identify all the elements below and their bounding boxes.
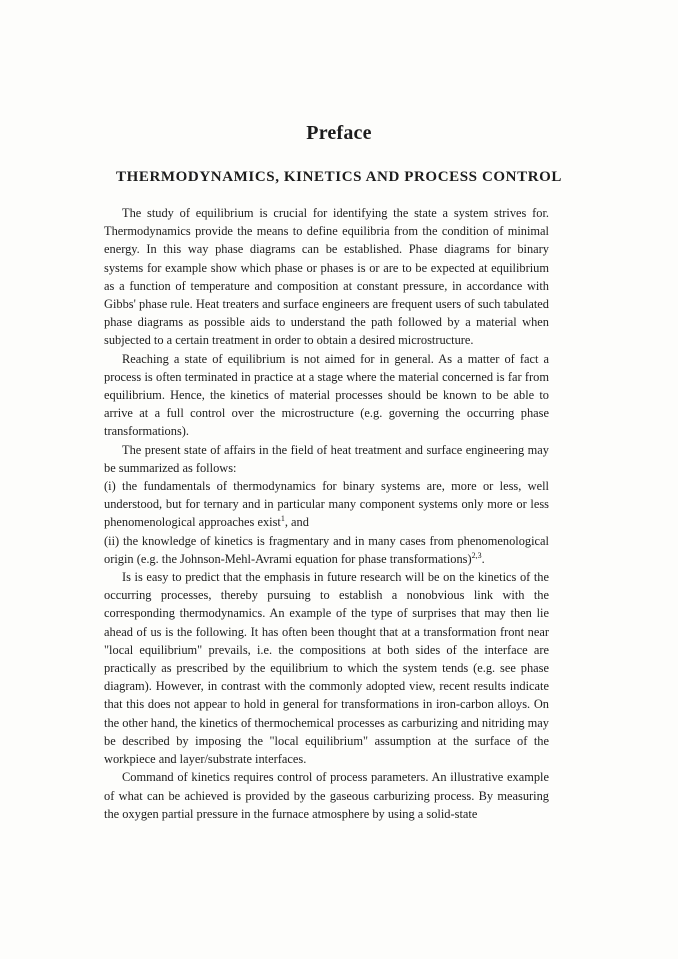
list-item-text: (ii) the knowledge of kinetics is fragmentary and in many cases from phenomenological origin (e.g. the Johnson-Mehl-Avrami equation for phase transformations) — [104, 533, 549, 566]
page-title: Preface — [306, 122, 372, 144]
list-item — [104, 532, 549, 568]
section-heading: THERMODYNAMICS, KINETICS AND PROCESS CONTROL — [115, 169, 563, 185]
paragraph: The study of equilibrium is crucial for identifying the state a system strives for. Thermodynamics provide the means to define equilibria from the condition of minimal energy. In this way phase diagrams can be established. Phase diagrams for binary systems for example show which phase or phases is or are to be expected at equilibrium as a function of temperature and composition at constant pressure, in accordance with Gibbs' phase rule. Heat treaters and surface engineers are frequent users of such tabulated phase diagrams as possible aids to understand the path followed by a material when subjected to a certain treatment in order to obtain a desired microstructure. — [104, 206, 549, 348]
paragraph: Command of kinetics requires control of process parameters. An illustrative example of what can be achieved is provided by the gaseous carburizing process. By measuring the oxygen partial pressure in the furnace atmosphere by using a solid-state — [104, 770, 549, 821]
list-item-tail: , and — [284, 515, 309, 530]
list-item — [104, 477, 549, 532]
footnote-ref: 2,3 — [471, 550, 482, 560]
list-item-text: (i) the fundamentals of thermodynamics for binary systems are, more or less, well understood, but for ternary and in particular many component systems only more or less phenomenological approaches exist — [104, 479, 549, 530]
footnote-ref: 1 — [280, 514, 285, 524]
list-item-tail: . — [481, 551, 485, 566]
paragraph: Is is easy to predict that the emphasis in future research will be on the kinetics of the occurring processes, thereby pursuing to establish a nonobvious link with the corresponding thermodynamics. An example of the type of surprises that may then lie ahead of us is the following. It has often been thought that at a transformation front near "local equilibrium" prevails, i.e. the compositions at both sides of the interface are practically as prescribed by the equilibrium to which the system tends (e.g. see phase diagram). However, in contrast with the commonly adopted view, recent results indicate that this does not appear to hold in general for transformations in iron-carbon alloys. On the other hand, the kinetics of thermochemical processes as carburizing and nitriding may be described by imposing the "local equilibrium" assumption at the surface of the workpiece and layer/substrate interfaces. — [104, 570, 549, 767]
paragraph: Reaching a state of equilibrium is not aimed for in general. As a matter of fact a process is often terminated in practice at a stage where the material concerned is far from equilibrium. Hence, the kinetics of material processes should be known to be able to arrive at a full control over the microstructure (e.g. governing the occurring phase transformations). — [104, 351, 549, 439]
body-text — [104, 204, 549, 823]
paragraph: The present state of affairs in the field of heat treatment and surface engineering may be summarized as follows: — [104, 442, 549, 475]
